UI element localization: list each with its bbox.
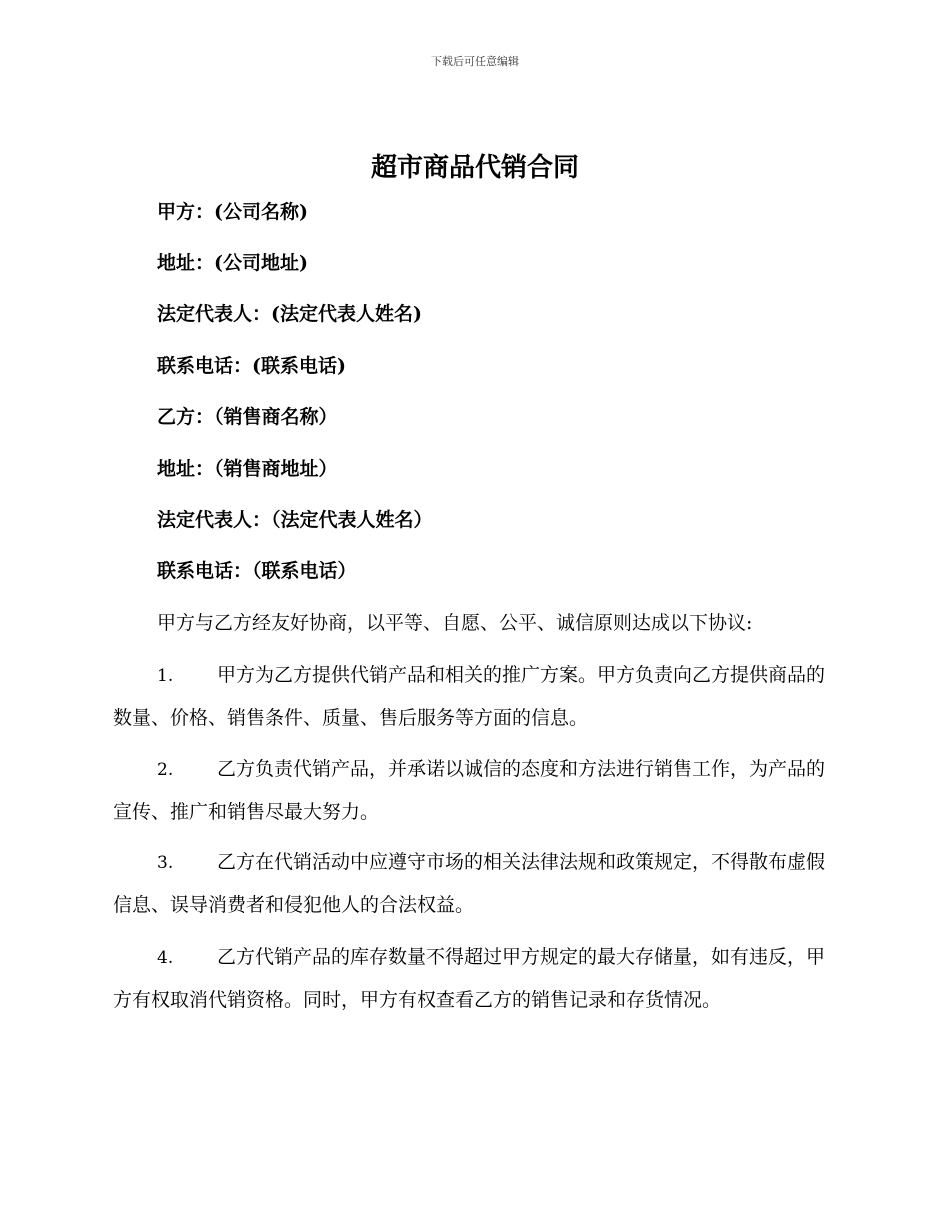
party-a-legal-rep: 法定代表人：(法定代表人姓名) xyxy=(157,303,422,325)
document-title: 超市商品代销合同 xyxy=(370,153,579,183)
party-b-address: 地址：（销售商地址） xyxy=(157,458,338,480)
party-a-address: 地址：(公司地址) xyxy=(157,252,308,274)
clause-text: 乙方负责代销产品，并承诺以诚信的态度和方法进行销售工作，为产品的宣传、推广和销售尽最大努力。 xyxy=(113,758,826,823)
party-b-legal-rep: 法定代表人：（法定代表人姓名） xyxy=(157,509,433,531)
party-a-phone: 联系电话：(联系电话) xyxy=(157,355,346,377)
clause-text: 乙方在代销活动中应遵守市场的相关法律法规和政策规定，不得散布虚假信息、误导消费者和侵犯他人的合法权益。 xyxy=(113,851,826,916)
party-b-phone: 联系电话：（联系电话） xyxy=(157,560,357,582)
clause-number: 4. xyxy=(157,948,174,968)
clause-number: 3. xyxy=(157,853,174,873)
clause-4 xyxy=(113,936,833,1021)
clause-text: 甲方为乙方提供代销产品和相关的推广方案。甲方负责向乙方提供商品的数量、价格、销售条件、质量、售后服务等方面的信息。 xyxy=(113,664,826,729)
party-a-name: 甲方：(公司名称) xyxy=(157,201,308,223)
clause-2 xyxy=(113,748,833,833)
clause-1 xyxy=(113,654,833,739)
party-b-name: 乙方：（销售商名称） xyxy=(157,406,338,428)
clause-number: 1. xyxy=(157,666,174,686)
clause-3 xyxy=(113,841,833,926)
clause-text: 乙方代销产品的库存数量不得超过甲方规定的最大存储量，如有违反，甲方有权取消代销资格。同时，甲方有权查看乙方的销售记录和存货情况。 xyxy=(113,946,826,1011)
header-note: 下载后可任意编辑 xyxy=(431,55,519,68)
clause-number: 2. xyxy=(157,760,174,780)
intro-paragraph: 甲方与乙方经友好协商，以平等、自愿、公平、诚信原则达成以下协议: xyxy=(157,612,753,634)
